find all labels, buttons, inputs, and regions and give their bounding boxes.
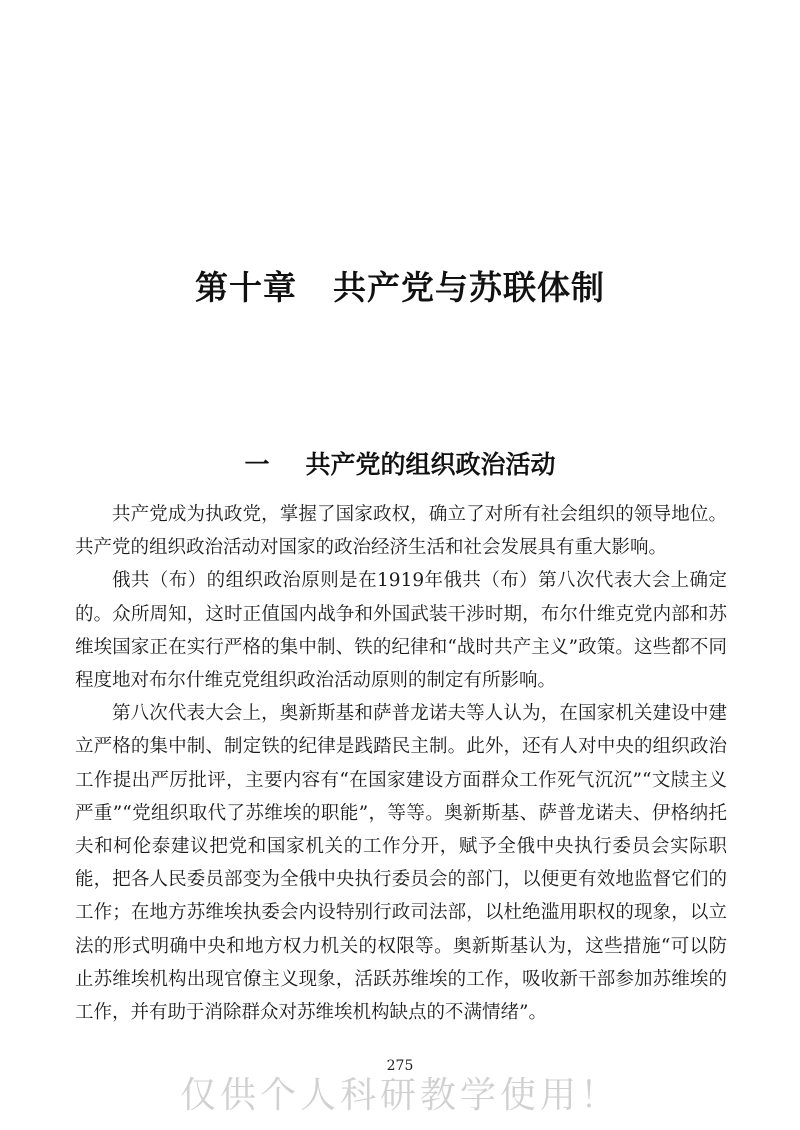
paragraph-3: 第八次代表大会上，奥新斯基和萨普龙诺夫等人认为，在国家机关建设中建立严格的集中制、制定铁的纪律是践踏民主制。此外，还有人对中央的组织政治工作提出严厉批评，主要内容有“在国家建设方面群众工作死气沉沉”“文牍主义严重”“党组织取代了苏维埃的职能”，等等。奥新斯基、萨普龙诺夫、伊格纳托夫和柯伦泰建议把党和国家机关的工作分开，赋予全俄中央执行委员会实际职能，把各人民委员部变为全俄中央执行委员会的部门，以便更有效地监督它们的工作；在地方苏维埃执委会内设特别行政司法部，以杜绝滥用职权的现象，以立法的形式明确中央和地方权力机关的权限等。奥新斯基认为，这些措施“可以防止苏维埃机构出现官僚主义现象，活跃苏维埃的工作，吸收新干部参加苏维埃的工作，并有助于消除群众对苏维埃机构缺点的不满情绪”。 <box>75 703 727 1024</box>
paragraph-1: 共产党成为执政党，掌握了国家政权，确立了对所有社会组织的领导地位。共产党的组织政治活动对国家的政治经济生活和社会发展具有重大影响。 <box>75 504 727 559</box>
chapter-number: 第十章 <box>195 268 297 307</box>
paragraph-2: 俄共（布）的组织政治原则是在1919年俄共（布）第八次代表大会上确定的。众所周知，这时正值国内战争和外国武装干涉时期，布尔什维克党内部和苏维埃国家正在实行严格的集中制、铁的纪律和“战时共产主义”政策。这些都不同程度地对布尔什维克党组织政治活动原则的制定有所影响。 <box>75 570 727 692</box>
page-number: 275 <box>386 1058 414 1074</box>
chapter-name: 共产党与苏联体制 <box>333 268 605 307</box>
section-title <box>0 445 800 481</box>
section-number: 一 <box>244 450 270 479</box>
chapter-title <box>0 262 800 309</box>
body-text <box>75 498 727 1029</box>
watermark-text: 仅供个人科研教学使用！ <box>179 1075 620 1116</box>
section-name: 共产党的组织政治活动 <box>305 450 556 479</box>
